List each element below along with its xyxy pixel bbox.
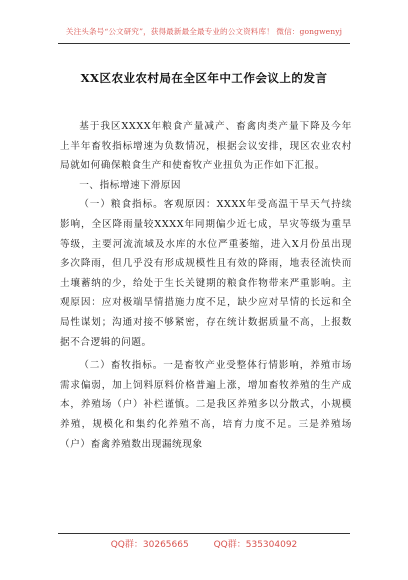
section-heading-1: 一、指标增速下滑原因 <box>79 179 182 191</box>
footer-qq-group-1: QQ群：30265665 <box>110 540 189 550</box>
footer-divider <box>58 533 350 534</box>
document-body <box>60 117 352 454</box>
header-banner: 关注头条号“公文研究”，获得最新最全最专业的公文资料库！ 微信：gongwenyj <box>65 27 343 36</box>
document-title: XX区农业农村局在全区年中工作会议上的发言 <box>80 71 328 85</box>
intro-paragraph: 基于我区XXXX年粮食产量减产、畜禽肉类产量下降及今年上半年畜牧指标增速为负数情况，根据会议安排，现区农业农村局就如何确保粮食生产和使畜牧产业扭负为正作如下汇报。 <box>60 121 352 172</box>
grain-indicator-paragraph: （一）粮食指标。客观原因：XXXX年受高温干旱天气持续影响，全区降雨量较XXXX年同期偏少近七成，旱灾等级为重旱等级，主要河流流域及水库的水位严重萎缩，进入X月份虽出现多次降雨，但几乎没有形成规模性且有效的降雨，地表径流快而土壤蓄纳的少，给处于生长关键期的粮食作物带来严重影响。主观原因：应对极端旱情措施力度不足，缺少应对旱情的长远和全局性谋划；沟通对接不够紧密，存在统计数据质量不高，上报数据不合逻辑的问题。 <box>60 199 352 348</box>
livestock-indicator-paragraph: （二）畜牧指标。一是畜牧产业受整体行情影响，养殖市场需求偏弱，加上饲料原料价格普遍上涨，增加畜牧养殖的生产成本，养殖场（户）补栏谨慎。二是我区养殖多以分散式，小规模养殖，规模化和集约化养殖不高，培育力度不足。三是养殖场（户）畜禽养殖数出现漏统现象 <box>60 360 352 450</box>
footer <box>0 537 408 550</box>
footer-qq-group-2: QQ群：535304092 <box>213 540 298 550</box>
header-divider <box>58 43 350 44</box>
